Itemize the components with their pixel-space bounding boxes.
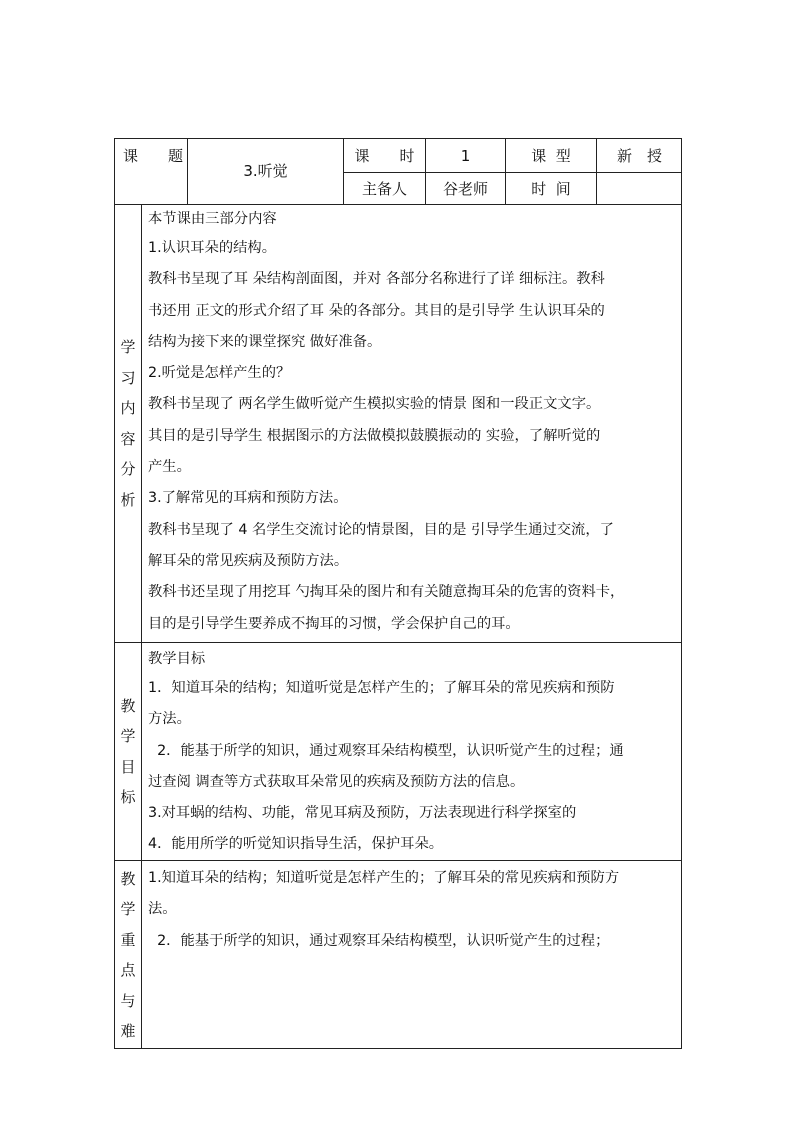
analysis-label-char: 内 [120,399,136,417]
focus-label-char: 重 [120,930,136,949]
analysis-line: 其目的是引导学生 根据图示的方法做模拟鼓膜振动的 实验，了解听觉的 [148,427,601,444]
focus-line: 法。 [148,901,177,918]
analysis-line: 结构为接下来的课堂探究 做好准备。 [148,333,382,350]
goals-line: 1．知道耳朵的结构；知道听觉是怎样产生的；了解耳朵的常见疾病和预防 [148,680,615,696]
analysis-line: 教科书还呈现了用挖耳 勺掏耳朵的图片和有关随意掏耳朵的危害的资料卡， [148,584,625,601]
analysis-label-char: 习 [120,368,136,387]
analysis-label-char: 析 [120,490,136,509]
analysis-line: 教科书呈现了耳 朵结构剖面图，并对 各部分名称进行了详 细标注。教科 [148,271,605,288]
analysis-line: 3.了解常见的耳病和预防方法。 [148,490,348,507]
lesson-plan-table [114,138,682,1049]
analysis-content [142,205,682,642]
goals-line: 4．能用所学的听觉知识指导生活，保护耳朵。 [148,836,444,853]
analysis-line: 本节课由三部分内容 [148,211,277,227]
preparer-value: 谷老师 [442,179,488,198]
analysis-line: 教科书呈现了 4 名学生交流讨论的情景图，目的是 引导学生通过交流，了 [148,521,614,538]
goals-line: 方法。 [148,711,191,728]
focus-line: 1.知道耳朵的结构；知道听觉是怎样产生的；了解耳朵的常见疾病和预防方 [148,870,620,886]
type-value: 新 授 [616,146,662,165]
analysis-line: 产生。 [148,459,191,476]
goals-label-char: 教 [120,696,136,715]
goals-line: 2．能基于所学的知识，通过观察耳朵结构模型，认识听觉产生的过程；通 [148,742,624,759]
goals-label-char: 学 [120,727,136,745]
goals-line: 过查阅 调查等方式获取耳朵常见的疾病及预防方法的信息。 [148,773,525,790]
focus-label-char: 点 [120,961,136,979]
focus-label-char: 难 [120,1022,136,1040]
analysis-line: 2.听觉是怎样产生的？ [148,365,291,382]
goals-content [142,643,682,860]
goals-line: 3.对耳蜗的结构、功能，常见耳病及预防，万法表现进行科学探室的 [148,805,577,822]
period-label: 课 时 [354,146,415,165]
period-value: 1 [460,146,471,165]
goals-label [115,643,141,860]
focus-label [115,861,141,1049]
analysis-line: 目的是引导学生要养成不掏耳的习惯，学会保护自己的耳。 [148,615,520,632]
focus-line: 2．能基于所学的知识，通过观察耳朵结构模型，认识听觉产生的过程； [148,932,610,949]
analysis-label-char: 学 [120,338,136,356]
analysis-label-char: 容 [120,429,136,448]
time-label: 时 间 [531,179,571,198]
preparer-label: 主备人 [361,179,407,198]
lesson-value: 3.听觉 [243,162,288,180]
focus-content [142,861,682,1049]
analysis-line: 1.认识耳朵的结构。 [148,240,277,256]
focus-label-char: 学 [120,900,136,918]
goals-label-char: 目 [120,757,136,776]
time-value [597,173,682,204]
focus-label-char: 教 [120,869,136,888]
analysis-line: 解耳朵的常见疾病及预防方法。 [148,552,349,569]
analysis-line: 教科书呈现了 两名学生做听觉产生模拟实验的情景 图和一段正文文字。 [148,396,601,413]
type-label: 课 型 [531,146,571,165]
goals-line: 教学目标 [148,651,206,667]
analysis-line: 书还用 正文的形式介绍了耳 朵的各部分。其目的是引导学 生认识耳朵的 [148,302,605,319]
analysis-label [115,205,141,642]
analysis-label-char: 分 [120,460,136,478]
focus-label-char: 与 [120,991,136,1010]
goals-label-char: 标 [120,788,136,806]
lesson-label: 课 题 [123,147,184,165]
